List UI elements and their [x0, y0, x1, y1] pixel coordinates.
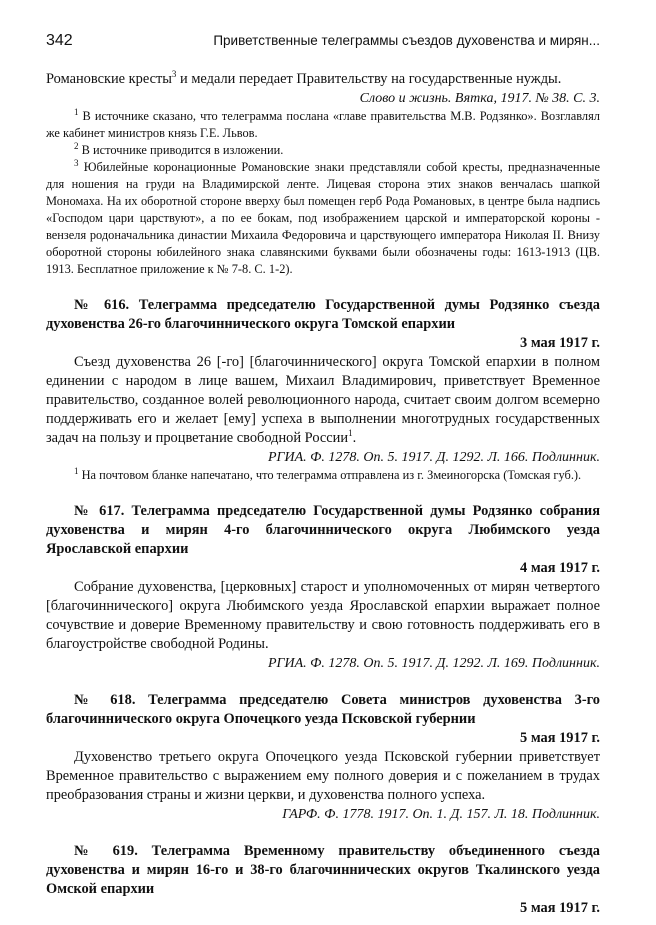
document-title: № 619. Телеграмма Временному правительству объединенного съезда духовенства и мирян 16-го и 38-го благочиннических округов Ткалинского уезда Омской епархии — [46, 843, 600, 897]
document-618 — [46, 691, 600, 824]
intro-source: Слово и жизнь. Вятка, 1917. № 38. С. 3. — [359, 91, 600, 106]
document-619 — [46, 842, 600, 918]
document-date: 3 мая 1917 г. — [520, 335, 600, 351]
document-body: Съезд духовенства 26 [-го] [благочиннического] округа Томской епархии в полном единении с народом в лице вашем, Михаил Владимирович, приветствует Временное правительство, созданное волей революционного народа, считает своим долгом всемерно поддерживать его и желает [ему] успеха в выполнении многотрудных государственных задач на пользу и процветание свободной России$^1$. — [46, 354, 600, 446]
intro-text: Романовские кресты$^3$ и медали передает Правительству на государственные нужды. — [46, 69, 562, 87]
footnote-1: $^1$ В источнике сказано, что телеграмма послана «главе правительства М.В. Родзянко». Возглавлял же кабинет министров князь Г.Е. Львов. — [46, 106, 600, 140]
document-date: 5 мая 1917 г. — [520, 730, 600, 746]
page-header — [46, 32, 600, 50]
document-body: Духовенство третьего округа Опочецкого уезда Псковской губернии приветствует Временное правительство с выражением ему полного доверия и с пожеланием в трудах преобразования страны и жизни церкви, и духовенства полного успеха. — [46, 749, 600, 803]
footnote-2: $^2$ В источнике приводится в изложении. — [74, 140, 284, 157]
document-footnote: $^1$ На почтовом бланке напечатано, что телеграмма отправлена из г. Змеиногорска (Томская губ.). — [74, 465, 582, 482]
document-source: РГИА. Ф. 1278. Оп. 5. 1917. Д. 1292. Л. 169. Подлинник. — [268, 656, 600, 671]
document-source: ГАРФ. Ф. 1778. 1917. Оп. 1. Д. 157. Л. 18. Подлинник. — [282, 807, 600, 822]
intro-section — [46, 70, 600, 278]
document-title: № 617. Телеграмма председателю Государственной думы Родзянко собрания духовенства и мирян 4-го благочиннического округа Любимского уезда Ярославской епархии — [46, 503, 600, 557]
document-body: Собрание духовенства, [церковных] старост и уполномоченных от мирян четвертого [благочиннического] округа Любимского уезда Ярославской епархии выражает полное сочувствие и доверие Временному правительству и свою готовность поддерживать его в благоустройстве свободной Родины. — [46, 579, 600, 652]
document-source: РГИА. Ф. 1278. Оп. 5. 1917. Д. 1292. Л. 166. Подлинник. — [268, 450, 600, 465]
page-number: 342 — [46, 32, 73, 49]
document-date: 4 мая 1917 г. — [520, 560, 600, 576]
document-title: № 618. Телеграмма председателю Совета министров духовенства 3-го благочиннического округа Опочецкого уезда Псковской губернии — [46, 692, 600, 727]
running-title: Приветственные телеграммы съездов духовенства и мирян... — [213, 33, 600, 48]
document-616 — [46, 296, 600, 484]
footnote-ref: 3 — [171, 69, 177, 80]
document-title: № 616. Телеграмма председателю Государственной думы Родзянко съезда духовенства 26-го благочиннического округа Томской епархии — [46, 297, 600, 332]
document-617 — [46, 502, 600, 673]
footnote-3: $^3$ Юбилейные коронационные Романовские знаки представляли собой кресты, предназначенные для ношения на груди на Владимирской ленте. Лицевая сторона этих знаков венчалась шапкой Мономаха. На их оборотной стороне вверху был помещен герб Рода Романовых, в центре была надпись «Господом цари царствуют», а по ее бокам, под изображением царской и императорской короны - вензеля родоначальника династии Михаила Федоровича и царствующего императора Николая II. Внизу оборотной стороны юбилейного знака славянскими буквами были обозначены годы: 1613-1913 (ЦВ. 1913. Бесплатное приложение к № 7-8. С. 1-2). — [46, 157, 600, 276]
document-date: 5 мая 1917 г. — [520, 900, 600, 916]
footnote-ref: 1 — [348, 428, 353, 439]
